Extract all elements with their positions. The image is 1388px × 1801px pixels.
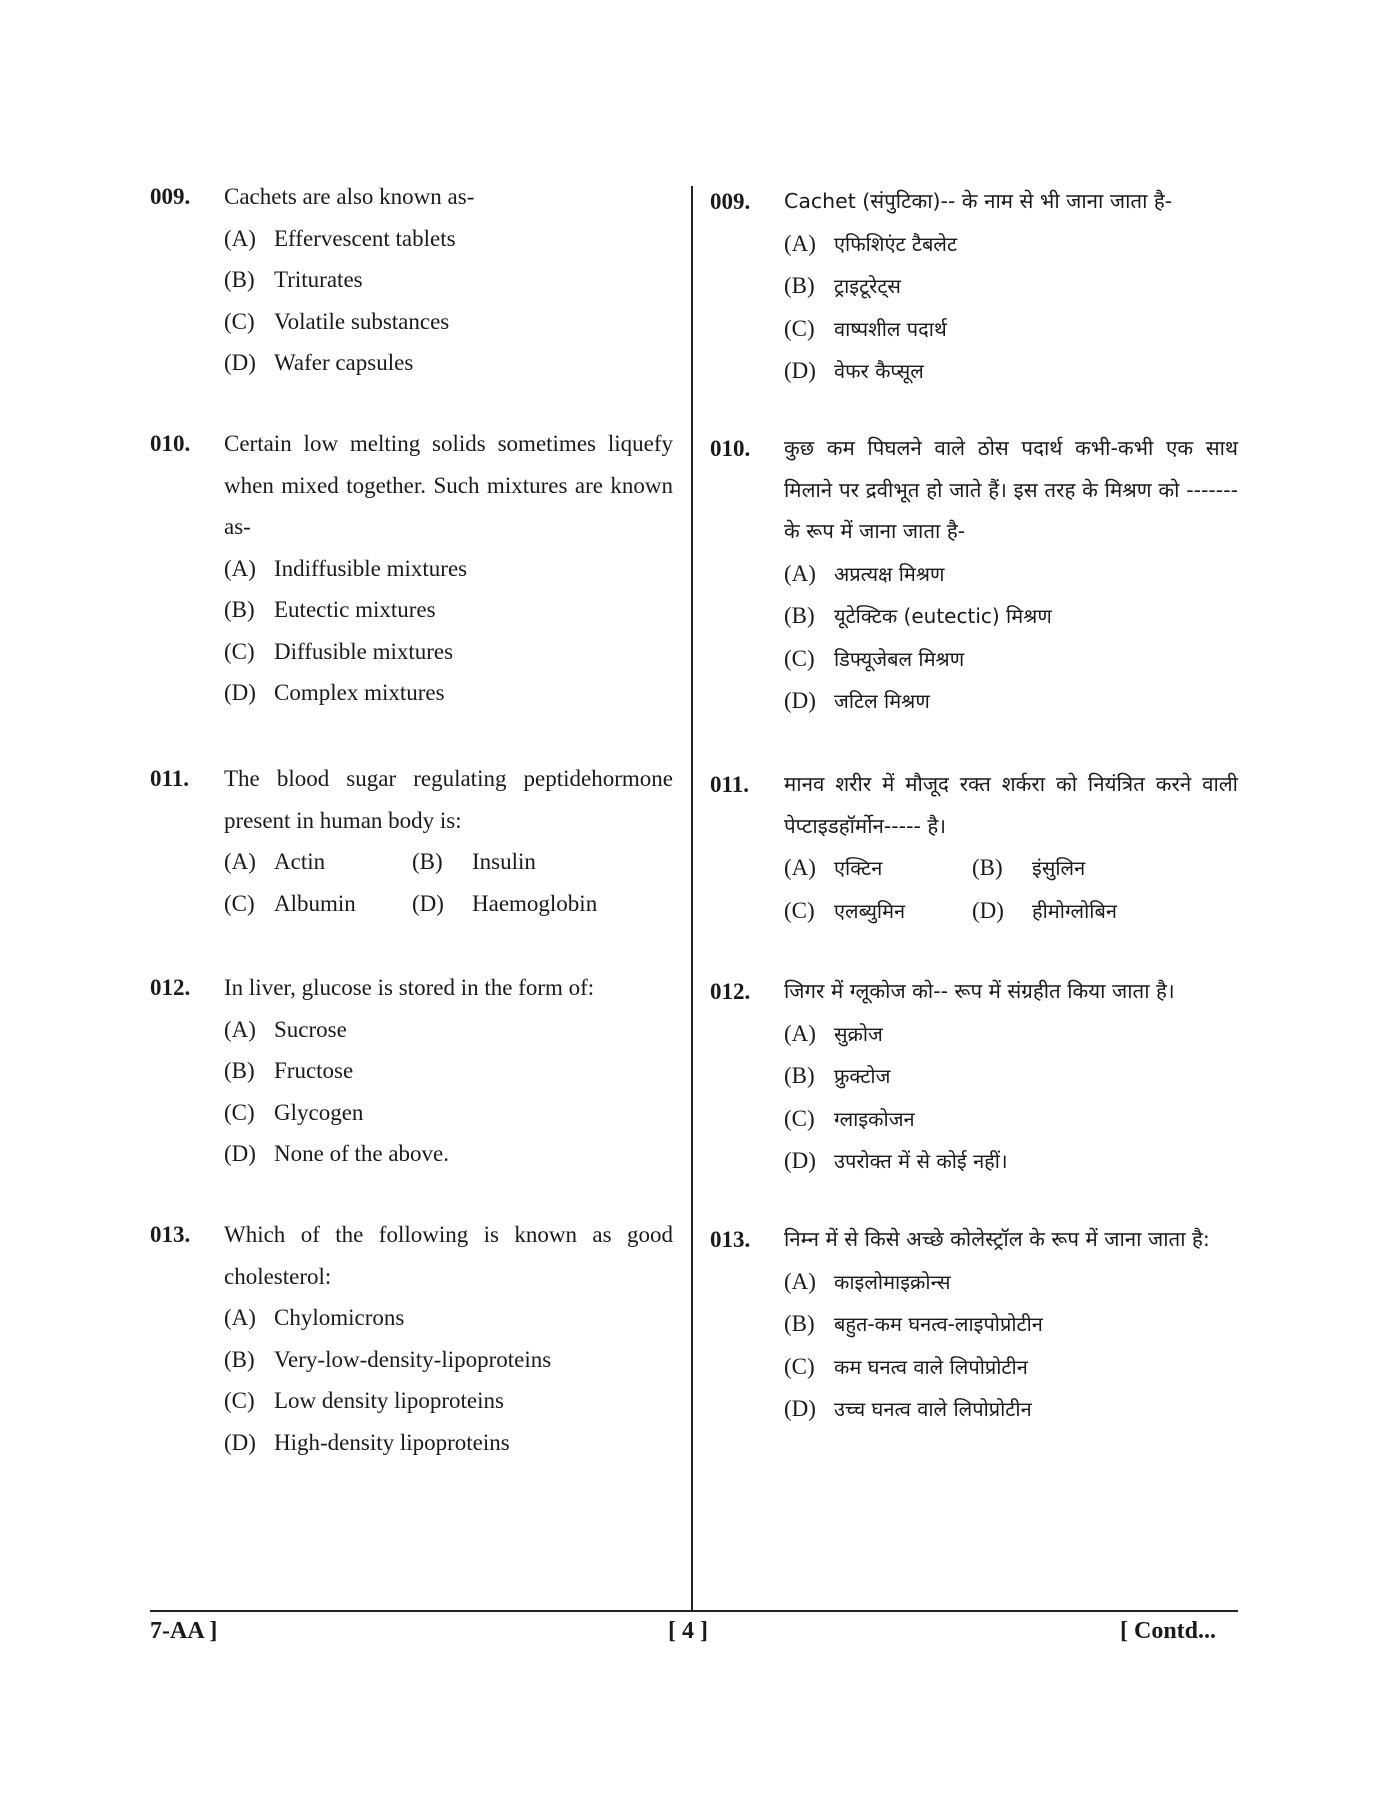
option-a: (A) अप्रत्यक्ष मिश्रण xyxy=(784,560,945,586)
question-number: 010. xyxy=(150,431,191,456)
question-number: 012. xyxy=(150,975,191,1000)
question-text: जिगर में ग्लूकोज को-- रूप में संग्रहीत किया जाता है। xyxy=(784,979,1175,1003)
question-number: 009. xyxy=(150,184,191,209)
option-d: (D) None of the above. xyxy=(224,1141,449,1166)
option-c: (C) कम घनत्व वाले लिपोप्रोटीन xyxy=(784,1353,1028,1379)
page-number: [ 4 ] xyxy=(668,1618,708,1644)
option-b: (B) Triturates xyxy=(224,267,363,292)
option-b: (B) Eutectic mixtures xyxy=(224,597,436,622)
question-number: 013. xyxy=(150,1222,191,1247)
option-b: (B) फ्रुक्टोज xyxy=(784,1063,891,1088)
option-a: (A) Actin xyxy=(224,849,326,874)
option-b: (B) ट्राइटूरेट्स xyxy=(784,273,901,298)
question-011-hi xyxy=(710,764,1238,932)
option-d: (D) जटिल मिश्रण xyxy=(784,688,930,713)
option-b: (B) Fructose xyxy=(224,1058,354,1083)
option-b: (B) Very-low-density-lipoproteins xyxy=(224,1346,552,1372)
column-divider xyxy=(691,186,693,1610)
option-b: (B) Insulin xyxy=(412,849,536,874)
question-number: 011. xyxy=(150,766,189,791)
question-text: Cachet (संपुटिका)-- के नाम से भी जाना जाता है- xyxy=(784,189,1173,213)
question-text: Cachets are also known as- xyxy=(224,184,475,209)
option-b: (B) यूटेक्टिक (eutectic) मिश्रण xyxy=(784,603,1052,628)
question-009-en xyxy=(150,176,673,384)
option-c: (C) Glycogen xyxy=(224,1099,364,1125)
option-a: (A) Sucrose xyxy=(224,1016,347,1042)
question-text: The blood sugar regulating peptidehormone present in human body is: xyxy=(224,766,673,833)
question-number: 010. xyxy=(710,436,751,461)
question-number: 009. xyxy=(710,189,751,214)
option-d: (D) उपरोक्त में से कोई नहीं। xyxy=(784,1148,1008,1173)
continued-label: [ Contd... xyxy=(1120,1618,1217,1644)
option-a: (A) Indiffusible mixtures xyxy=(224,555,468,581)
question-013-hi xyxy=(710,1219,1238,1431)
question-text: Which of the following is known as good cholesterol: xyxy=(224,1222,673,1289)
option-a: (A) एक्टिन xyxy=(784,855,883,880)
question-text: मानव शरीर में मौजूद रक्त शर्करा को नियंत्रित करने वाली पेप्टाइडहॉर्मोन----- है। xyxy=(784,772,1238,838)
question-number: 012. xyxy=(710,979,751,1004)
question-013-en xyxy=(150,1214,673,1463)
question-text: Certain low melting solids sometimes liquefy when mixed together. Such mixtures are known as- xyxy=(224,431,673,539)
question-011-en xyxy=(150,758,673,924)
option-d: (D) Complex mixtures xyxy=(224,680,445,705)
option-a: (A) Chylomicrons xyxy=(224,1305,405,1330)
option-d: (D) Wafer capsules xyxy=(224,350,414,375)
option-row-cd xyxy=(224,883,673,925)
option-d: (D) High-density lipoproteins xyxy=(224,1429,510,1455)
question-009-hi xyxy=(710,181,1238,393)
question-012-hi xyxy=(710,971,1238,1183)
question-010-en xyxy=(150,423,673,714)
question-text: कुछ कम पिघलने वाले ठोस पदार्थ कभी-कभी एक साथ मिलाने पर द्रवीभूत हो जाते हैं। इस तरह के मिश्रण को ------- के रूप में जाना जाता है- xyxy=(784,436,1238,543)
option-d: (D) हीमोग्लोबिन xyxy=(972,897,1117,923)
option-b: (B) इंसुलिन xyxy=(972,855,1086,880)
option-b: (B) बहुत-कम घनत्व-लाइपोप्रोटीन xyxy=(784,1311,1043,1336)
option-c: (C) Albumin xyxy=(224,890,356,916)
question-012-en xyxy=(150,967,673,1175)
question-text: निम्न में से किसे अच्छे कोलेस्ट्रॉल के रूप में जाना जाता है: xyxy=(784,1227,1210,1251)
option-c: (C) Volatile substances xyxy=(224,308,450,334)
option-c: (C) Low density lipoproteins xyxy=(224,1388,504,1413)
option-c: (C) ग्लाइकोजन xyxy=(784,1105,915,1131)
option-a: (A) काइलोमाइक्रोन्स xyxy=(784,1268,951,1294)
option-row-ab xyxy=(224,841,673,883)
option-d: (D) Haemoglobin xyxy=(412,890,598,916)
option-d: (D) वेफर कैप्सूल xyxy=(784,358,924,383)
question-010-hi xyxy=(710,428,1238,723)
option-c: (C) वाष्पशील पदार्थ xyxy=(784,315,947,341)
option-a: (A) सुक्रोज xyxy=(784,1020,883,1046)
option-row-ab xyxy=(784,847,1238,890)
option-c: (C) Diffusible mixtures xyxy=(224,638,454,664)
option-a: (A) एफिशिएंट टैबलेट xyxy=(784,230,958,256)
option-row-cd xyxy=(784,890,1238,933)
question-number: 011. xyxy=(710,772,749,797)
option-d: (D) उच्च घनत्व वाले लिपोप्रोटीन xyxy=(784,1396,1032,1421)
option-c: (C) डिफ्यूजेबल मिश्रण xyxy=(784,645,965,671)
question-number: 013. xyxy=(710,1227,751,1252)
option-c: (C) एलब्युमिन xyxy=(784,897,906,923)
paper-code: 7-AA ] xyxy=(150,1618,218,1644)
question-text: In liver, glucose is stored in the form of: xyxy=(224,975,595,1000)
option-a: (A) Effervescent tablets xyxy=(224,225,456,251)
